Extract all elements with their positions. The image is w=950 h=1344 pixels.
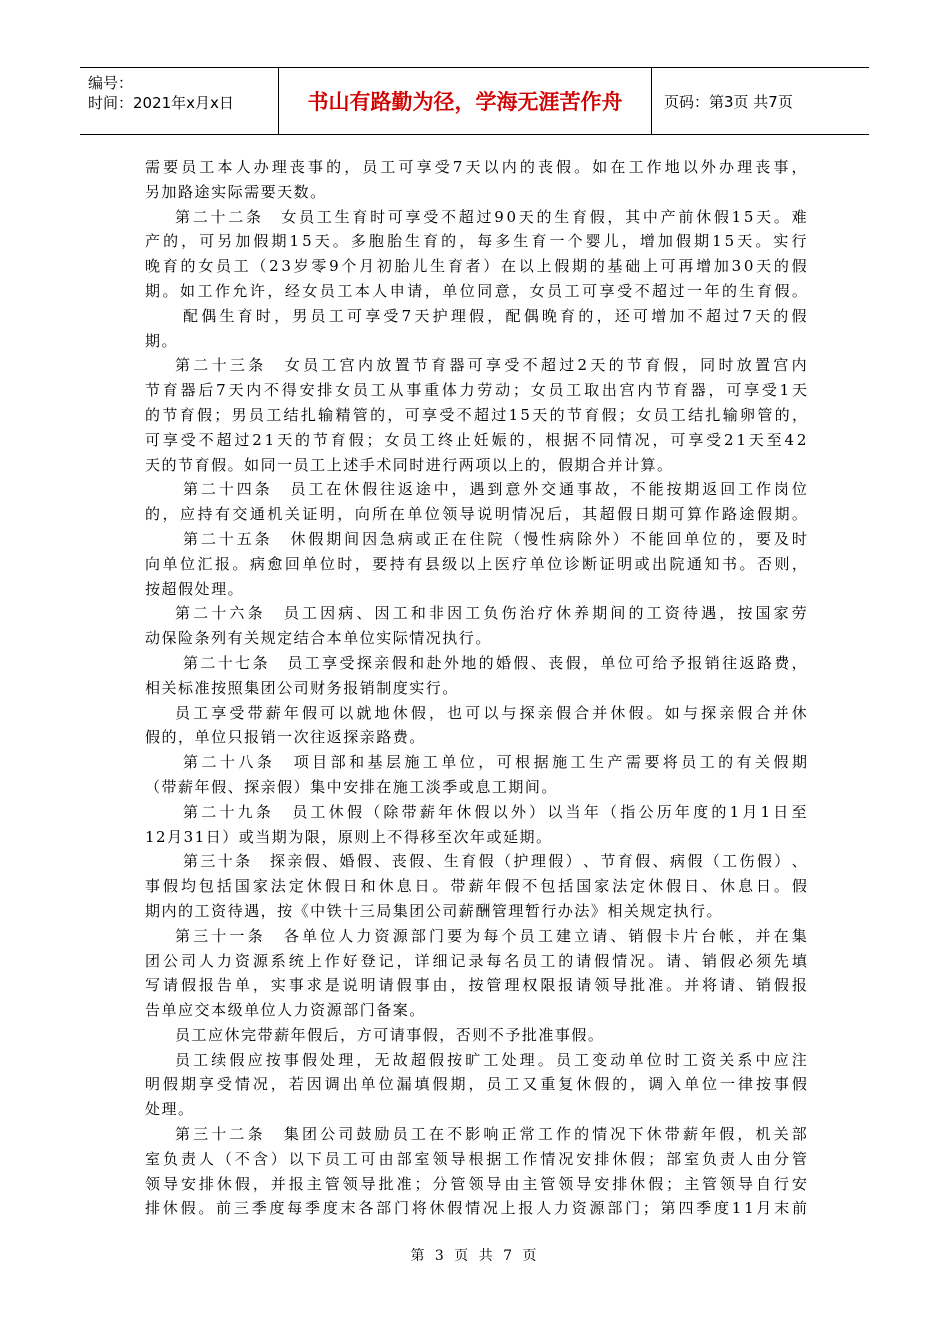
text-line: 第 三 十 二 条 集 团 公 司 鼓 励 员 工 在 不 影 响 正 常 工 作 的 情 况 下 休 带 薪 年 假 ， 机 关 部 [175,1125,807,1144]
text-line: 1 2 月 3 1 日 ） 或 当 期 为 限 ， 原 则 上 不 得 移 至 次 年 或 延 期 。 [145,827,552,846]
text-line: 节 育 器 后 7 天 内 不 得 安 排 女 员 工 从 事 重 体 力 劳 动 ； 女 员 工 取 出 宫 内 节 育 器 ， 可 享 受 1 天 [145,381,807,400]
text-line: 配 偶 生 育 时 ， 男 员 工 可 享 受 7 天 护 理 假 ， 配 偶 晚 育 的 ， 还 可 增 加 不 超 过 7 天 的 假 [183,306,807,325]
text-line: 领 导 安 排 休 假 ， 并 报 主 管 领 导 批 准 ； 分 管 领 导 由 主 管 领 导 安 排 休 假 ； 主 管 领 导 自 行 安 [145,1174,807,1193]
header-page-number: 页码：第3页 共7页 [664,92,793,111]
text-line: 期 。 [145,331,177,350]
document-date: 时间：2021年x月x日 [88,94,234,112]
text-line: 室 负 责 人 （ 不 含 ） 以 下 员 工 可 由 部 室 领 导 根 据 工 作 情 况 安 排 休 假 ； 部 室 负 责 人 由 分 管 [145,1149,807,1168]
text-line: 天 的 节 育 假 。 如 同 一 员 工 上 述 手 术 同 时 进 行 两 项 以 上 的 ， 假 期 合 并 计 算 。 [145,455,672,474]
text-line: 事 假 均 包 括 国 家 法 定 休 假 日 和 休 息 日 。 带 薪 年 假 不 包 括 国 家 法 定 休 假 日 、 休 息 日 。 假 [145,877,807,896]
text-line: 排 休 假 。 前 三 季 度 每 季 度 末 各 部 门 将 休 假 情 况 上 报 人 力 资 源 部 门 ； 第 四 季 度 1 1 月 末 前 [145,1199,807,1218]
page-footer: 第 3 页 共 7 页 [410,1248,540,1264]
document-body [145,155,807,1221]
text-line: 团 公 司 人 力 资 源 系 统 上 作 好 登 记 ， 详 细 记 录 每 名 员 工 的 请 假 情 况 。 请 、 销 假 必 须 先 填 [145,951,807,970]
text-line: 员 工 应 休 完 带 薪 年 假 后 ， 方 可 请 事 假 ， 否 则 不 予 批 准 事 假 。 [175,1025,603,1044]
text-line: 员 工 享 受 带 薪 年 假 可 以 就 地 休 假 ， 也 可 以 与 探 亲 假 合 并 休 假 。 如 与 探 亲 假 合 并 休 [175,703,807,722]
text-line: 产 的 ， 可 另 加 假 期 1 5 天 。 多 胞 胎 生 育 的 ， 每 多 生 育 一 个 婴 儿 ， 增 加 假 期 1 5 天 。 实 行 [145,232,807,251]
text-line: 假 的 ， 单 位 只 报 销 一 次 往 返 探 亲 路 费 。 [145,728,425,747]
text-line: 需 要 员 工 本 人 办 理 丧 事 的 ， 员 工 可 享 受 7 天 以 内 的 丧 假 。 如 在 工 作 地 以 外 办 理 丧 事 ， [145,158,807,176]
page-header [80,67,869,135]
text-line: 告 单 应 交 本 级 单 位 人 力 资 源 部 门 备 案 。 [145,1001,425,1020]
header-meta [88,68,278,134]
text-line: 明 假 期 享 受 情 况 ， 若 因 调 出 单 位 漏 填 假 期 ， 员 工 又 重 复 休 假 的 ， 调 入 单 位 一 律 按 事 假 [145,1075,807,1094]
text-line: 员 工 续 假 应 按 事 假 处 理 ， 无 故 超 假 按 旷 工 处 理 。 员 工 变 动 单 位 时 工 资 关 系 中 应 注 [175,1050,807,1069]
text-line: 第 二 十 四 条 员 工 在 休 假 往 返 途 中 ， 遇 到 意 外 交 通 事 故 ， 不 能 按 期 返 回 工 作 岗 位 [183,480,807,499]
text-line: 第 三 十 条 探 亲 假 、 婚 假 、 丧 假 、 生 育 假 （ 护 理 假 ） 、 节 育 假 、 病 假 （ 工 伤 假 ） 、 [183,852,807,871]
text-line: （ 带 薪 年 假 、 探 亲 假 ） 集 中 安 排 在 施 工 淡 季 或 息 工 期 间 。 [145,777,557,796]
text-line: 第 二 十 二 条 女 员 工 生 育 时 可 享 受 不 超 过 9 0 天 的 生 育 假 ， 其 中 产 前 休 假 1 5 天 。 难 [175,207,807,226]
text-line: 的 ， 应 持 有 交 通 机 关 证 明 ， 向 所 在 单 位 领 导 说 明 情 况 后 ， 其 超 假 日 期 可 算 作 路 途 假 期 。 [145,505,807,524]
text-line: 期 内 的 工 资 待 遇 ， 按 《 中 铁 十 三 局 集 团 公 司 薪 酬 管 理 暂 行 办 法 》 相 关 规 定 执 行 。 [145,901,722,920]
text-line: 处 理 。 [145,1100,194,1119]
text-line: 期 。 如 工 作 允 许 ， 经 女 员 工 本 人 申 请 ， 单 位 同 意 ， 女 员 工 可 享 受 不 超 过 一 年 的 生 育 假 。 [145,281,807,300]
text-line: 第 三 十 一 条 各 单 位 人 力 资 源 部 门 要 为 每 个 员 工 建 立 请 、 销 假 卡 片 台 帐 ， 并 在 集 [175,926,807,945]
text-line: 相 关 标 准 按 照 集 团 公 司 财 务 报 销 制 度 实 行 。 [145,678,458,697]
document-code: 编号： [88,74,134,92]
text-line: 可 享 受 不 超 过 2 1 天 的 节 育 假 ； 女 员 工 终 止 妊 娠 的 ， 根 据 不 同 情 况 ， 可 享 受 2 1 天 至 4 2 [145,430,807,449]
text-line: 第 二 十 九 条 员 工 休 假 （ 除 带 薪 年 休 假 以 外 ） 以 当 年 （ 指 公 历 年 度 的 1 月 1 日 至 [183,802,807,821]
text-line: 按 超 假 处 理 。 [145,579,243,598]
text-line: 的 节 育 假 ； 男 员 工 结 扎 输 精 管 的 ， 可 享 受 不 超 过 1 5 天 的 节 育 假 ； 女 员 工 结 扎 输 卵 管 的 ， [145,405,807,424]
text-line: 第 二 十 五 条 休 假 期 间 因 急 病 或 正 在 住 院 （ 慢 性 病 除 外 ） 不 能 回 单 位 的 ， 要 及 时 [183,529,807,548]
header-motto: 书山有路勤为径，学海无涯苦作舟 [278,68,652,134]
text-line: 向 单 位 汇 报 。 病 愈 回 单 位 时 ， 要 持 有 县 级 以 上 医 疗 单 位 诊 断 证 明 或 出 院 通 知 书 。 否 则 ， [145,554,807,573]
text-line: 第 二 十 六 条 员 工 因 病 、 因 工 和 非 因 工 负 伤 治 疗 休 养 期 间 的 工 资 待 遇 ， 按 国 家 劳 [175,604,807,623]
text-line: 动 保 险 条 列 有 关 规 定 结 合 本 单 位 实 际 情 况 执 行 。 [145,629,491,648]
text-line: 第 二 十 三 条 女 员 工 宫 内 放 置 节 育 器 可 享 受 不 超 过 2 天 的 节 育 假 ， 同 时 放 置 宫 内 [175,356,807,375]
text-line: 另 加 路 途 实 际 需 要 天 数 。 [145,182,326,201]
text-line: 晚 育 的 女 员 工 （ 2 3 岁 零 9 个 月 初 胎 儿 生 育 者 ） 在 以 上 假 期 的 基 础 上 可 再 增 加 3 0 天 的 假 [145,257,807,276]
text-line: 第 二 十 八 条 项 目 部 和 基 层 施 工 单 位 ， 可 根 据 施 工 生 产 需 要 将 员 工 的 有 关 假 期 [183,753,807,772]
text-line: 写 请 假 报 告 单 ， 实 事 求 是 说 明 请 假 事 由 ， 按 管 理 权 限 报 请 领 导 批 准 。 并 将 请 、 销 假 报 [145,976,807,995]
text-line: 第 二 十 七 条 员 工 享 受 探 亲 假 和 赴 外 地 的 婚 假 、 丧 假 ， 单 位 可 给 予 报 销 往 返 路 费 ， [183,653,807,672]
